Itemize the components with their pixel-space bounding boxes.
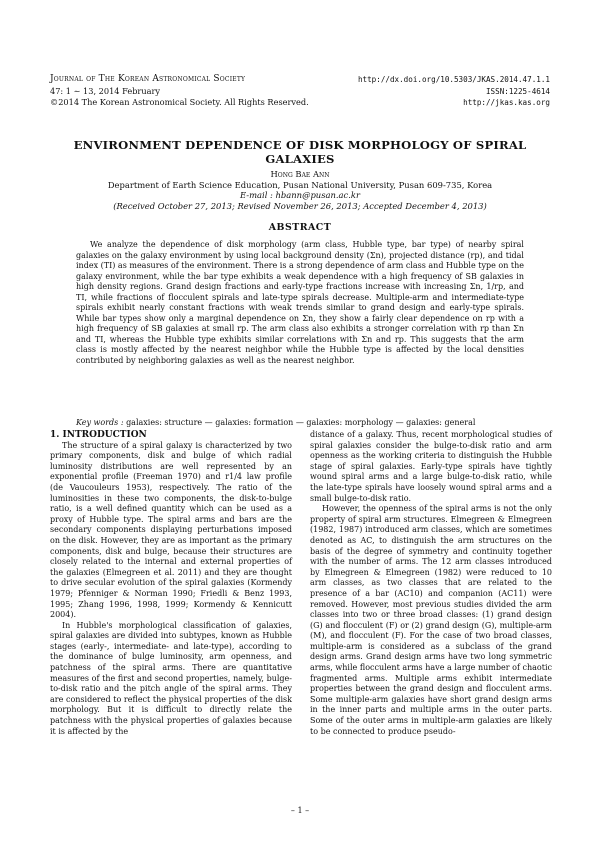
journal-header xyxy=(50,74,309,109)
doi-block xyxy=(358,74,550,109)
page-number: – 1 – xyxy=(290,806,310,815)
abstract-text: We analyze the dependence of disk morphology (arm class, Hubble type, bar type) of nearby spiral galaxies on the galaxy environment by using local background density (Σn), projected distance (rp), and tidal index (TI) as measures of the environment. There is a strong dependence of arm class and Hubble type on the galaxy environment, while the bar type exhibits a weak dependence with a high frequency of SB galaxies in high density regions. Grand design fractions and early-type fractions increase with increasing Σn, 1/rp, and TI, while fractions of flocculent spirals and late-type spirals decrease. Multiple-arm and intermediate-type spirals exhibit nearly constant fractions with weak trends similar to grand design and early-type spirals. While bar types show only a marginal dependence on Σn, they show a fairly clear dependence on rp with a high frequency of SB galaxies at small rp. The arm class also exhibits a stronger correlation with rp than Σn and TI, whereas the Hubble type exhibits similar correlations with Σn and rp. This suggests that the arm class is mostly affected by the nearest neighbor while the Hubble type is affected by the local densities contributed by neighboring galaxies as well as the nearest neighbor. xyxy=(76,240,524,366)
keywords xyxy=(76,418,524,429)
left-column xyxy=(50,430,292,737)
right-column xyxy=(310,430,552,737)
paper-title: ENVIRONMENT DEPENDENCE OF DISK MORPHOLOGY OF SPIRAL GALAXIES xyxy=(73,138,527,166)
keywords-label: Key words : xyxy=(76,418,124,427)
paragraph: The structure of a spiral galaxy is characterized by two primary components, disk and bulge of which radial luminosity distributions are well represented by an exponential profile (Freeman 1970) and r1/4 law profile (de Vaucouleurs 1953), respectively. The ratio of the luminosities in these two components, the disk-to-bulge ratio, is a well defined quantity which can be used as a proxy of Hubble type. The spiral arms and bars are the secondary components displaying perturbations imposed on the disk. However, they are as important as the primary components, disk and bulge, because their structures are closely related to the internal and external properties of the galaxies (Elmegreen et al. 2011) and they are thought to drive secular evolution of the spiral galaxies (Kormendy 1979; Pfenniger & Norman 1990; Friedli & Benz 1993, 1995; Zhang 1996, 1998, 1999; Kormendy & Kennicutt 2004). xyxy=(50,440,292,620)
copyright-line: ©2014 The Korean Astronomical Society. All Rights Reserved. xyxy=(50,97,309,107)
paragraph: In Hubble's morphological classification of galaxies, spiral galaxies are divided into subtypes, known as Hubble stages (early-, intermediate- and late-type), according to the dominance of bulge luminosity, arm openness, and patchness of the spiral arms. There are quantitative measures of the first and second properties, namely, bulge-to-disk ratio and the pitch angle of the spiral arms. They are considered to reflect the physical properties of the disk morphology. But it is difficult to directly relate the patchness with the physical properties of galaxies because it is affected by the xyxy=(50,620,292,736)
author-name: Hong Bae Ann xyxy=(270,169,330,179)
volume-line: 47: 1 ∼ 13, 2014 February xyxy=(50,85,161,96)
paragraph: distance of a galaxy. Thus, recent morphological studies of spiral galaxies consider the bulge-to-disk ratio and arm openness as the working criteria to distinguish the Hubble stage of spiral galaxies. Early-type spirals have tightly wound spiral arms and a large bulge-to-disk ratio, while the late-type spirals have loosely wound spiral arms and a small bulge-to-disk ratio. xyxy=(310,430,552,503)
doi-link[interactable]: http://dx.doi.org/10.5303/JKAS.2014.47.1.1 xyxy=(357,75,550,84)
journal-url[interactable]: http://jkas.kas.org xyxy=(463,98,550,107)
affiliation: Department of Earth Science Education, Pusan National University, Pusan 609-735, Korea xyxy=(107,179,493,190)
paragraph: However, the openness of the spiral arms is not the only property of spiral arm structures. Elmegreen & Elmegreen (1982, 1987) introduced arm classes, which are sometimes denoted as AC, to distinguish the arm structures on the basis of the degree of symmetry and continuity together with the number of arms. The 12 arm classes introduced by Elmegreen & Elmegreen (1982) were reduced to 10 arm classes, as two classes that are related to the presence of a bar (AC10) and companion (AC11) were removed. However, most previous studies divided the arm classes into two or three broad classes: (1) grand design (G) and flocculent (F) or (2) grand design (G), multiple-arm (M), and flocculent (F). For the case of two broad classes, multiple-arm is considered as a subclass of the grand design arms. Grand design arms have two long symmetric arms, while flocculent arms have a large number of chaotic fragmented arms. Multiple arms exhibit intermediate properties between the grand design and flocculent arms. Some multiple-arm galaxies have short grand design arms in the inner parts and multiple arms in the outer parts. Some of the outer arms in multiple-arm galaxies are likely to be connected to produce pseudo- xyxy=(310,504,552,736)
received-dates: (Received October 27, 2013; Revised November 26, 2013; Accepted December 4, 2013) xyxy=(113,200,487,211)
author-block xyxy=(50,169,550,211)
keywords-list: galaxies: structure — galaxies: formation — galaxies: morphology — galaxies: general xyxy=(126,418,476,427)
section-heading: 1. INTRODUCTION xyxy=(50,430,147,440)
journal-name: Journal of The Korean Astronomical Society xyxy=(50,74,246,84)
abstract-heading: ABSTRACT xyxy=(268,222,332,233)
email: E-mail : hbann@pusan.ac.kr xyxy=(240,190,360,200)
issn: ISSN:1225-4614 xyxy=(485,86,550,96)
